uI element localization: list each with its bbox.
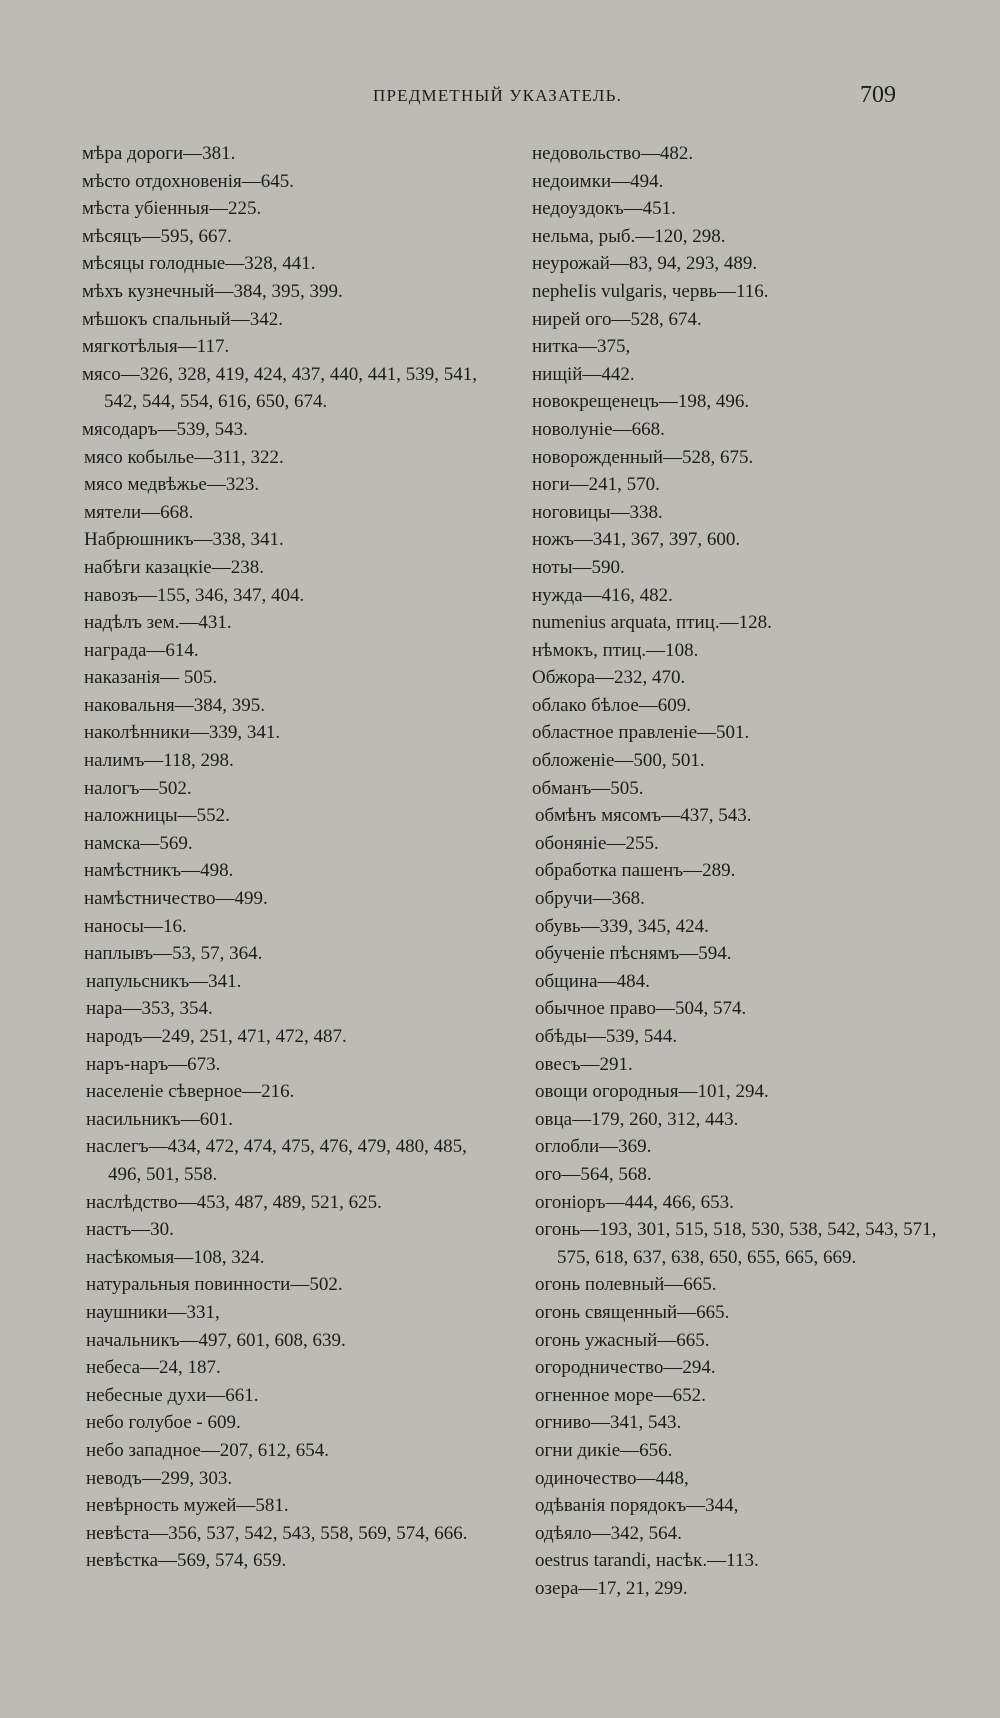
index-entry: одѣванія порядокъ—344,: [535, 1495, 739, 1517]
index-entry: наложницы—552.: [84, 805, 230, 827]
index-entry: огни дикіе—656.: [535, 1439, 673, 1461]
index-entry: недоимки—494.: [532, 170, 664, 192]
index-entry: намѣстникъ—498.: [84, 860, 234, 882]
index-entry: огонь ужасный—665.: [535, 1329, 710, 1351]
page-number: 709: [860, 82, 896, 108]
index-entry: неурожай—83, 94, 293, 489.: [532, 253, 758, 275]
index-entry: огненное море—652.: [535, 1384, 706, 1406]
index-entry: надѣлъ зем.—431.: [84, 612, 232, 634]
index-entry: nepheІis vulgaris, червь—116.: [532, 280, 769, 302]
index-entry: намѣстничество—499.: [84, 888, 268, 910]
index-entry: огонь священный—665.: [535, 1301, 730, 1323]
index-entry: мятели—668.: [84, 501, 194, 523]
index-entry: оглобли—369.: [535, 1136, 652, 1158]
index-entry: наушники—331,: [86, 1301, 220, 1323]
index-entry: мѣсто отдохновенія—645.: [82, 170, 294, 192]
index-entry: небеса—24, 187.: [86, 1357, 221, 1379]
index-entry: нельма, рыб.—120, 298.: [532, 225, 726, 247]
index-entry: овесъ—291.: [535, 1053, 633, 1075]
index-entry: наплывъ—53, 57, 364.: [84, 943, 263, 965]
index-entry: oestrus tarandi, насѣк.—113.: [535, 1550, 759, 1572]
index-entry: нитка—375,: [532, 336, 631, 358]
index-entry: мясо—326, 328, 419, 424, 437, 440, 441, 539, 541, 542, 544, 554, 616, 650, 674.: [82, 363, 477, 413]
index-entry: наколѣнники—339, 341.: [84, 722, 281, 744]
index-entry: невѣстка—569, 574, 659.: [86, 1550, 287, 1572]
index-entry: наръ-наръ—673.: [86, 1053, 221, 1075]
index-entry: наковальня—384, 395.: [84, 694, 265, 716]
index-entry: ножъ—341, 367, 397, 600.: [532, 529, 741, 551]
index-entry: огородничество—294.: [535, 1357, 716, 1379]
index-entry: мѣста убіенныя—225.: [82, 198, 262, 220]
index-entry: невѣрность мужей—581.: [86, 1495, 289, 1517]
index-entry: награда—614.: [84, 639, 199, 661]
index-entry: Обжора—232, 470.: [532, 667, 686, 689]
index-entry: начальникъ—497, 601, 608, 639.: [86, 1329, 346, 1351]
index-entry: новорожденный—528, 675.: [532, 446, 754, 468]
index-entry: нѣмокъ, птиц.—108.: [532, 639, 699, 661]
index-entry: народъ—249, 251, 471, 472, 487.: [86, 1026, 347, 1047]
index-entry: навозъ—155, 346, 347, 404.: [84, 584, 305, 606]
index-entry: набѣги казацкіе—238.: [84, 556, 264, 578]
index-entry: обувь—339, 345, 424.: [535, 915, 709, 937]
index-entry: мѣсяцъ—595, 667.: [82, 225, 232, 247]
index-entry: мясо кобылье—311, 322.: [84, 446, 284, 468]
index-entry: мѣшокъ спальный—342.: [82, 308, 283, 330]
index-entry: община—484.: [535, 970, 650, 992]
index-entry: одѣяло—342, 564.: [535, 1522, 682, 1544]
index-entry: наносы—16.: [84, 915, 187, 937]
index-entry: нужда—416, 482.: [532, 584, 673, 606]
index-entry: овца—179, 260, 312, 443.: [535, 1108, 739, 1130]
index-entry: одиночество—448,: [535, 1467, 689, 1489]
index-entry: обманъ—505.: [532, 777, 644, 799]
index-entry: ноговицы—338.: [532, 501, 663, 523]
index-entry: обложеніе—500, 501.: [532, 750, 705, 772]
index-entry: насильникъ—601.: [86, 1108, 233, 1130]
index-entry: обработка пашенъ—289.: [535, 860, 736, 882]
index-entry: налимъ—118, 298.: [84, 750, 234, 772]
index-entry: новолуніе—668.: [532, 418, 665, 440]
index-entry: обычное право—504, 574.: [535, 998, 747, 1020]
index-entry: обѣды—539, 544.: [535, 1026, 678, 1047]
index-entry: numenius arquata, птиц.—128.: [532, 612, 772, 634]
index-entry: нирей ого—528, 674.: [532, 308, 702, 330]
index-entry: Набрюшникъ—338, 341.: [84, 529, 284, 551]
index-entry: обмѣнъ мясомъ—437, 543.: [535, 805, 752, 827]
index-entry: огоніоръ—444, 466, 653.: [535, 1191, 734, 1213]
index-column-right: [532, 140, 952, 1602]
index-entry: мѣра дороги—381.: [82, 143, 236, 164]
index-entry: недоуздокъ—451.: [532, 198, 676, 220]
index-entry: небесные духи—661.: [86, 1384, 259, 1406]
index-entry: ноты—590.: [532, 556, 625, 578]
index-entry: мягкотѣлыя—117.: [82, 336, 230, 358]
index-entry: областное правленіе—501.: [532, 722, 750, 744]
index-entry: невѣста—356, 537, 542, 543, 558, 569, 574, 666.: [86, 1522, 468, 1544]
index-entry: новокрещенецъ—198, 496.: [532, 391, 750, 413]
index-entry: мѣсяцы голодные—328, 441.: [82, 253, 316, 275]
index-entry: облако бѣлое—609.: [532, 694, 692, 716]
index-entry: огниво—341, 543.: [535, 1412, 682, 1434]
index-entry: нара—353, 354.: [86, 998, 213, 1020]
index-entry: обученіе пѣснямъ—594.: [535, 943, 732, 965]
index-entry: небо западное—207, 612, 654.: [86, 1439, 330, 1461]
index-entry: обручи—368.: [535, 888, 645, 910]
index-entry: нищій—442.: [532, 363, 635, 385]
index-entry: овощи огородныя—101, 294.: [535, 1081, 769, 1103]
index-entry: наслѣдство—453, 487, 489, 521, 625.: [86, 1191, 382, 1213]
index-entry: натуральныя повинности—502.: [86, 1274, 343, 1296]
index-entry: намска—569.: [84, 832, 193, 854]
index-entry: недовольство—482.: [532, 143, 694, 164]
index-entry: насѣкомыя—108, 324.: [86, 1246, 265, 1268]
index-entry: мясодаръ—539, 543.: [82, 418, 248, 440]
index-entry: настъ—30.: [86, 1219, 174, 1241]
index-entry: налогъ—502.: [84, 777, 192, 799]
index-entry: ноги—241, 570.: [532, 474, 660, 496]
index-column-left: [82, 140, 502, 1575]
index-entry: наслегъ—434, 472, 474, 475, 476, 479, 480, 485, 496, 501, 558.: [86, 1136, 467, 1185]
index-entry: обоняніе—255.: [535, 832, 659, 854]
page-header-title: ПРЕДМЕТНЫЙ УКАЗАТЕЛЬ.: [373, 86, 623, 105]
index-entry: ого—564, 568.: [535, 1163, 652, 1185]
index-entry: неводъ—299, 303.: [86, 1467, 233, 1489]
index-entry: мѣхъ кузнечный—384, 395, 399.: [82, 280, 343, 302]
index-entry: населеніе сѣверное—216.: [86, 1081, 295, 1103]
index-entry: небо голубое - 609.: [86, 1412, 241, 1434]
index-entry: огонь—193, 301, 515, 518, 530, 538, 542, 543, 571, 575, 618, 637, 638, 650, 655, 665, 669.: [535, 1219, 937, 1268]
index-entry: наказанія— 505.: [84, 667, 218, 689]
index-entry: мясо медвѣжье—323.: [84, 474, 260, 496]
index-entry: напульсникъ—341.: [86, 970, 242, 992]
index-entry: озера—17, 21, 299.: [535, 1577, 688, 1599]
index-entry: огонь полевный—665.: [535, 1274, 717, 1296]
